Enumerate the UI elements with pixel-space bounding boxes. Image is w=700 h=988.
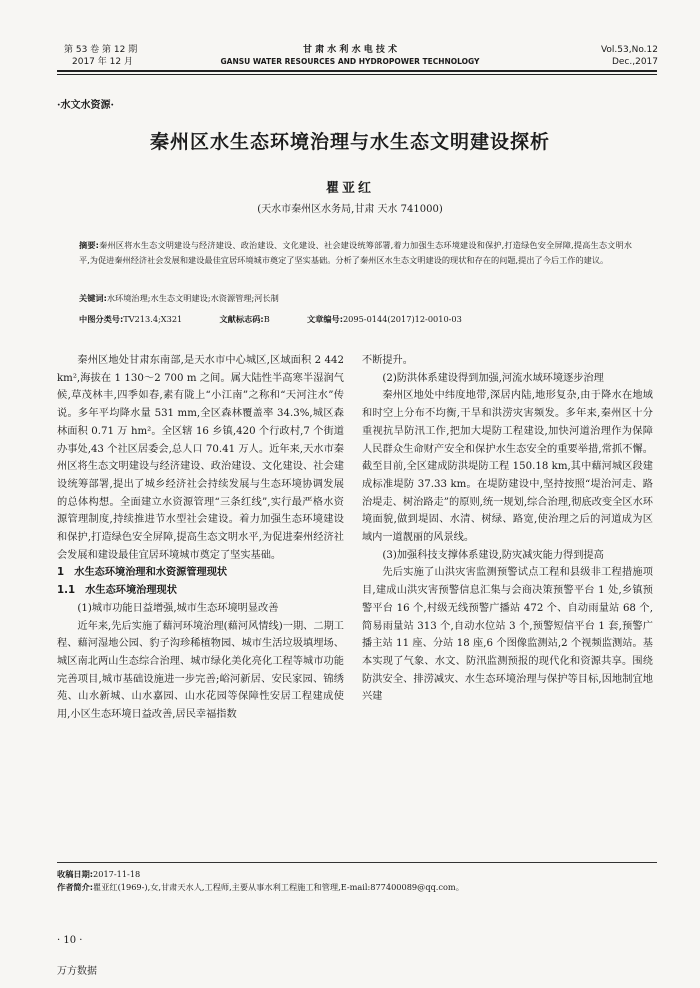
header-rule-thin bbox=[57, 74, 657, 75]
received-label: 收稿日期: bbox=[57, 869, 94, 879]
received-value: 2017-11-18 bbox=[93, 869, 141, 879]
item-heading-2: (2)防洪体系建设得到加强,河流水域环境逐步治理 bbox=[382, 372, 604, 384]
header-right-line2: Dec.,2017 bbox=[611, 57, 658, 67]
article-number-label: 文章编号: bbox=[306, 314, 343, 324]
intro-paragraph: 秦州区地处甘肃东南部,是天水市中心城区,区域面积 2 442 km²,海拔在 1 130～2 700 m 之间。属大陆性半高寒半湿润气候,草茂林丰,四季如春,素有陇上“小江南”之称和“天河注水”传说。多年平均降水量 531 mm,全区森林覆盖率 34.3%,城区森林面积 0.71 万 hm²。全区辖 16 乡镇,420 个行政村,7 个街道办事处,43 个社区居委会,总人口 70.41 万人。近年来,天水市秦州区将生态文明建设与经济建设、政治建设、文化建设、社会建设统筹部署,提出了城乡经济社会持续发展与生态环境协调发展的总体构想。全面建立水资源管理“三条红线”,实行最严格水资源管理制度,持续推进节水型社会建设。着力加强生态环境建设和保护,打造绿色安全屏障,提高生态文明水平,为促进秦州经济社会发展和建设最佳宜居环境城市奠定了坚实基础。 bbox=[57, 355, 344, 561]
watermark: 万方数据 bbox=[57, 966, 97, 977]
section-heading-1: 1 水生态环境治理和水资源管理现状 bbox=[57, 567, 228, 579]
doc-code-label: 文献标志码: bbox=[219, 314, 264, 324]
abstract-label: 摘要: bbox=[79, 240, 99, 250]
header-rule-thick bbox=[57, 70, 657, 72]
author-bio bbox=[57, 881, 657, 894]
clc-value: TV213.4;X321 bbox=[123, 314, 183, 324]
keywords-label: 关键词: bbox=[79, 293, 107, 303]
header-left-line2: 2017 年 12 月 bbox=[72, 57, 133, 67]
classification-line bbox=[79, 313, 639, 325]
paper-title: 秦州区水生态环境治理与水生态文明建设探析 bbox=[149, 131, 550, 153]
author-bio-label: 作者简介: bbox=[57, 882, 94, 892]
paragraph-flood-control: 秦州区地处中纬度地带,深居内陆,地形复杂,由于降水在地域和时空上分布不均衡,干旱和洪涝灾害频发。多年来,秦州区十分重视抗旱防汛工作,把加大堤防工程建设,加快河道治理作为保障人民群众生命财产安全和保护水生态安全的重要举措,常抓不懈。截至目前,全区建成防洪堤防工程 150.18 km,其中藉河城区段建成标准堤防 37.33 km。在堤防建设中,坚持按照“堤治河走、路治堤走、树治路走”的原则,统一规划,综合治理,彻底改变全区水环境面貌,做到堤固、水清、树绿、路宽,使治理之后的河道成为区域内一道靓丽的风景线。 bbox=[362, 390, 653, 544]
item-heading-3: (3)加强科技支撑体系建设,防灾减灾能力得到提高 bbox=[382, 549, 604, 561]
journal-date-en bbox=[560, 44, 658, 68]
abstract-text: 秦州区将水生态文明建设与经济建设、政治建设、文化建设、社会建设统筹部署,着力加强生态环境建设和保护,打造绿色安全屏障,提高生态文明水平,为促进秦州经济社会发展和建设最佳宜居环境城市奠定了坚实基础。分析了秦州区水生态文明建设的现状和存在的问题,提出了今后工作的建议。 bbox=[79, 240, 632, 265]
article-number-value: 2095-0144(2017)12-0010-03 bbox=[342, 314, 462, 324]
header-center-line2: GANSU WATER RESOURCES AND HYDROPOWER TECHNOLOGY bbox=[220, 57, 480, 66]
section-tag: ·水文水资源· bbox=[57, 100, 114, 111]
header-left-line1: 第 53 卷 第 12 期 bbox=[64, 45, 138, 55]
author-name: 瞿亚红 bbox=[325, 181, 374, 196]
journal-name bbox=[200, 44, 500, 68]
clc-label: 中图分类号: bbox=[79, 314, 124, 324]
header-center-line1: 甘 肃 水 利 水 电 技 术 bbox=[303, 45, 397, 55]
keywords bbox=[79, 292, 639, 304]
header-right-line1: Vol.53,No.12 bbox=[600, 45, 658, 55]
footnote bbox=[57, 868, 657, 894]
item-heading-1: (1)城市功能日益增强,城市生态环境明显改善 bbox=[77, 602, 279, 614]
journal-volume-issue bbox=[64, 44, 137, 68]
author-affiliation: (天水市秦州区水务局,甘肃 天水 741000) bbox=[257, 204, 443, 215]
received-date bbox=[57, 868, 657, 881]
footnote-rule bbox=[57, 862, 657, 863]
page-number: · 10 · bbox=[57, 935, 83, 946]
paragraph-urban-projects: 近年来,先后实施了藉河环境治理(藉河风情线)一期、二期工程、藉河湿地公园、豹子沟珍稀植物园、城市生活垃圾填埋场、城区南北两山生态综合治理、城市绿化美化亮化工程等城市功能完善项目,城市基础设施进一步完善;峪河新居、安民家园、锦绣苑、山水新城、山水嘉园、山水花园等保障性安居工程建成使用,小区生态环境日益改善,居民幸福指数 bbox=[57, 620, 344, 721]
left-column bbox=[57, 352, 344, 724]
author-bio-value: 瞿亚红(1969-),女,甘肃天水人,工程师,主要从事水利工程施工和管理,E-mail:877400089@qq.com。 bbox=[93, 882, 464, 892]
keywords-text: 水环境治理;水生态文明建设;水资源管理;河长制 bbox=[106, 293, 279, 303]
continued-text: 不断提升。 bbox=[362, 355, 413, 366]
subsection-heading-1-1: 1.1 水生态环境治理现状 bbox=[57, 585, 177, 597]
doc-code-value: B bbox=[263, 314, 270, 324]
abstract bbox=[79, 238, 632, 268]
paragraph-disaster-warning: 先后实施了山洪灾害监测预警试点工程和县级非工程措施项目,建成山洪灾害预警信息汇集与会商决策预警平台 1 处,乡镇预警平台 16 个,村级无线预警广播站 472 个、自动雨量站 68 个,简易雨量站 313 个,自动水位站 3 个,预警短信平台 1 套,预警广播主站 11 座、分站 18 座,6 个图像监测站,2 个视频监测站。基本实现了气象、水文、防汛监测预报的现代化和资源共享。围绕防洪安全、排涝减灾、水生态环境治理与保护等目标,因地制宜地兴建 bbox=[362, 567, 653, 703]
right-column bbox=[362, 352, 653, 706]
